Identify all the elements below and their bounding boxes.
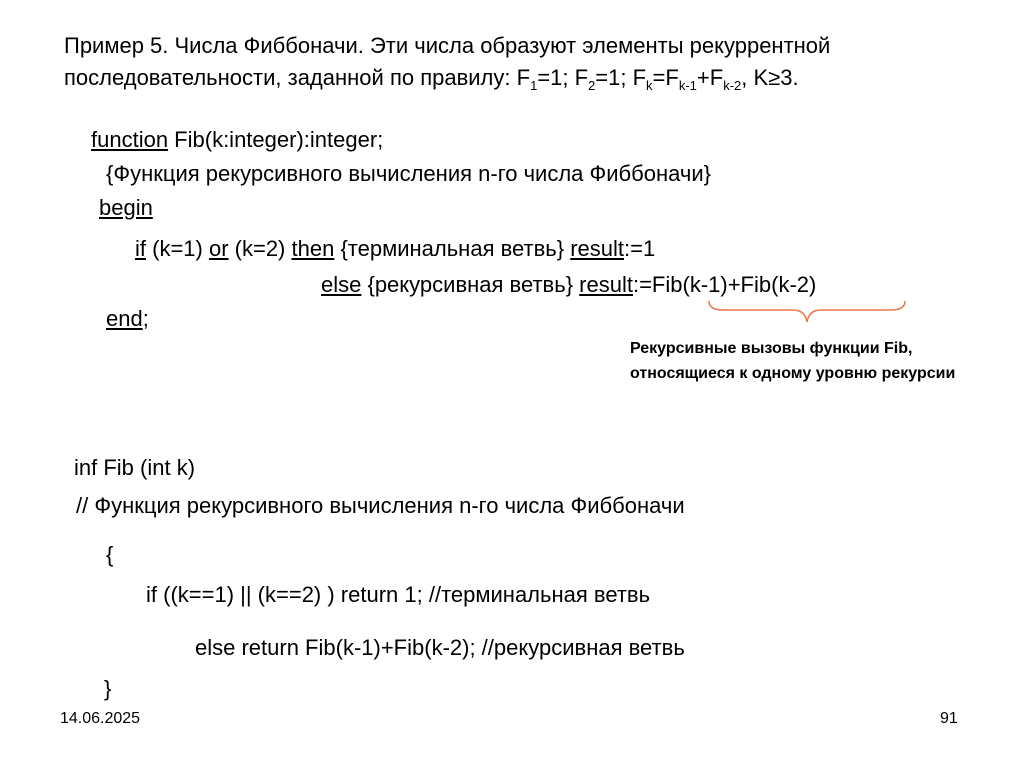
footer-date: 14.06.2025 xyxy=(60,710,141,727)
recursive-calls-brace xyxy=(707,298,907,328)
c-function-header: inf Fib (int k) xyxy=(74,455,196,480)
keyword-result: result xyxy=(570,236,625,261)
annotation-line-1: Рекурсивные вызовы функции Fib, xyxy=(630,340,913,357)
keyword-begin: begin xyxy=(99,195,153,220)
page-number: 91 xyxy=(940,710,958,727)
title-line-2: последовательности, заданной по правилу: $F_1=1$; $F_2=1$; $F_k=F_{k-1}+F_{k-2}$, K≥3. xyxy=(64,65,799,93)
keyword-result: result xyxy=(579,272,633,297)
recursion-annotation xyxy=(630,336,955,386)
keyword-then: then xyxy=(291,236,335,261)
pascal-comment: {Функция рекурсивного вычисления n-го числа Фиббоначи} xyxy=(106,161,711,186)
c-close-brace: } xyxy=(104,676,112,701)
keyword-if: if xyxy=(135,236,146,261)
pascal-if-line: if (k=1) or (k=2) then {терминальная ветвь} result:=1 xyxy=(135,236,656,261)
c-if-line: if ((k==1) || (k==2) ) return 1; //терминальная ветвь xyxy=(146,582,651,607)
c-else-line: else return Fib(k-1)+Fib(k-2); //рекурсивная ветвь xyxy=(195,635,685,660)
keyword-function: function xyxy=(91,127,169,152)
keyword-or: or xyxy=(208,236,229,261)
pascal-else-line: else {рекурсивная ветвь} result:=Fib(k-1)+Fib(k-2) xyxy=(321,272,817,297)
keyword-else: else xyxy=(321,272,362,297)
annotation-line-2: относящиеся к одному уровню рекурсии xyxy=(630,365,956,382)
pascal-function-header: function Fib(k:integer):integer; xyxy=(91,127,384,152)
title-line-1: Пример 5. Числа Фиббоначи. Эти числа образуют элементы рекуррентной xyxy=(64,33,831,58)
pascal-end-line: end; xyxy=(106,306,149,331)
brace-path xyxy=(709,301,905,322)
slide-title xyxy=(64,30,830,94)
keyword-end: end xyxy=(106,306,143,331)
c-open-brace: { xyxy=(106,542,114,567)
c-comment: // Функция рекурсивного вычисления n-го числа Фиббоначи xyxy=(76,493,685,518)
